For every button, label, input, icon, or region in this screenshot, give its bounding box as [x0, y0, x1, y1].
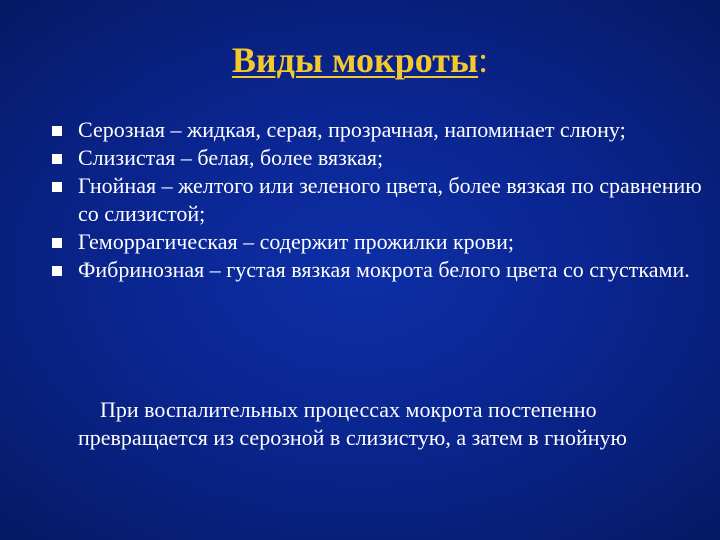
bullet-text: Фибринозная – густая вязкая мокрота белого цвета со сгустками.: [78, 257, 690, 282]
square-bullet-icon: [52, 182, 62, 192]
bullet-item-fibrinous: [52, 256, 702, 284]
bullet-item-mucous: [52, 144, 702, 172]
bullet-item-hemorrhagic: [52, 228, 702, 256]
bullet-item-serous: [52, 116, 702, 144]
square-bullet-icon: [52, 126, 62, 136]
bullet-text: Серозная – жидкая, серая, прозрачная, напоминает слюну;: [78, 117, 626, 142]
bullet-text: Гнойная – желтого или зеленого цвета, более вязкая по сравнению со слизистой;: [78, 173, 702, 226]
slide-title: [0, 38, 720, 82]
bullet-list: [52, 116, 702, 284]
square-bullet-icon: [52, 238, 62, 248]
square-bullet-icon: [52, 266, 62, 276]
bullet-item-purulent: [52, 172, 702, 228]
bullet-text: Слизистая – белая, более вязкая;: [78, 145, 384, 170]
square-bullet-icon: [52, 154, 62, 164]
slide-title-colon: :: [478, 40, 489, 80]
note-paragraph: При воспалительных процессах мокрота постепенно превращается из серозной в слизистую, а затем в гнойную: [78, 397, 627, 450]
slide-title-text: Виды мокроты: [231, 40, 479, 80]
bullet-text: Геморрагическая – содержит прожилки крови;: [78, 229, 514, 254]
